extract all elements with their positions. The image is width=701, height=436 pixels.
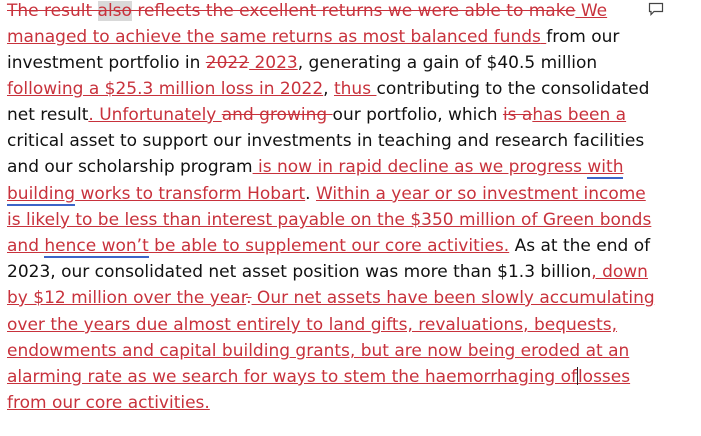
text-line: [7, 104, 626, 128]
body-text: contributing to the consolidated: [376, 79, 650, 99]
inserted-text: Within a year or so investment income: [315, 184, 646, 204]
inserted-text-flagged: hence won’t: [44, 236, 149, 256]
inserted-text: endowments and capital building grants, but are now being eroded at an: [7, 341, 630, 361]
text-line: [7, 156, 623, 180]
body-text: .: [305, 184, 316, 204]
text-line: [7, 235, 650, 259]
body-text: , generating a gain of $40.5 million: [297, 53, 598, 73]
inserted-text: is likely to be less than interest payable on the $350 million of Green bonds: [7, 210, 652, 230]
inserted-text-flagged: with: [587, 157, 624, 177]
body-text: critical asset to support our investments in teaching and research facilities: [7, 131, 645, 151]
text-line: [7, 314, 617, 338]
body-text: from our: [546, 27, 620, 47]
text-line: [7, 261, 648, 285]
inserted-text: 2023: [249, 53, 298, 73]
text-line: [7, 183, 646, 207]
inserted-text: Our net assets have been slowly accumulating: [251, 288, 655, 308]
text-line: [7, 52, 597, 76]
deleted-text-selected: also: [97, 1, 132, 21]
body-text: ,: [323, 79, 334, 99]
text-line: [7, 78, 649, 102]
deleted-text: is a: [502, 105, 533, 125]
text-line: [7, 366, 630, 390]
inserted-text: managed to achieve the same returns as most balanced funds: [7, 27, 541, 47]
inserted-text: works to transform Hobart: [75, 184, 306, 204]
inserted-text-flagged: building: [7, 184, 76, 204]
deleted-text: 2022: [205, 53, 250, 73]
text-line: [7, 0, 607, 24]
deleted-text: .: [246, 288, 252, 308]
inserted-text: has been a: [532, 105, 627, 125]
text-line: [7, 26, 619, 50]
inserted-text: . Unfortunately: [88, 105, 222, 125]
inserted-text: , down: [591, 262, 648, 282]
text-line: [7, 287, 655, 311]
body-text: net result: [7, 105, 89, 125]
body-text: 2023, our consolidated net asset position was more than $1.3 billion: [7, 262, 592, 282]
inserted-text: is now in rapid decline as we progress: [252, 157, 588, 177]
text-line: [7, 130, 644, 154]
inserted-text: from our core activities.: [7, 393, 210, 413]
body-text: As at the end of: [509, 236, 651, 256]
inserted-text: alarming rate as we search for ways to stem the haemorrhaging of: [7, 367, 577, 387]
inserted-text: thus: [333, 79, 377, 99]
text-line: [7, 340, 629, 364]
inserted-text: be able to supplement our core activities.: [148, 236, 510, 256]
comment-icon[interactable]: [648, 2, 664, 16]
inserted-text: following a $25.3 million loss in 2022: [7, 79, 324, 99]
body-text: our portfolio, which: [332, 105, 503, 125]
deleted-text: and growing: [221, 105, 333, 125]
text-line: [7, 392, 210, 416]
inserted-text: by $12 million over the year: [7, 288, 247, 308]
deleted-text: The result: [7, 1, 98, 21]
inserted-text: We: [575, 1, 608, 21]
inserted-text: and: [7, 236, 45, 256]
deleted-text: reflects the excellent returns we were able to make: [131, 1, 576, 21]
inserted-text: over the years due almost entirely to land gifts, revaluations, bequests,: [7, 315, 618, 335]
body-text: and our scholarship program: [7, 157, 253, 177]
inserted-text: losses: [577, 367, 631, 387]
text-line: [7, 209, 651, 233]
body-text: investment portfolio in: [7, 53, 206, 73]
